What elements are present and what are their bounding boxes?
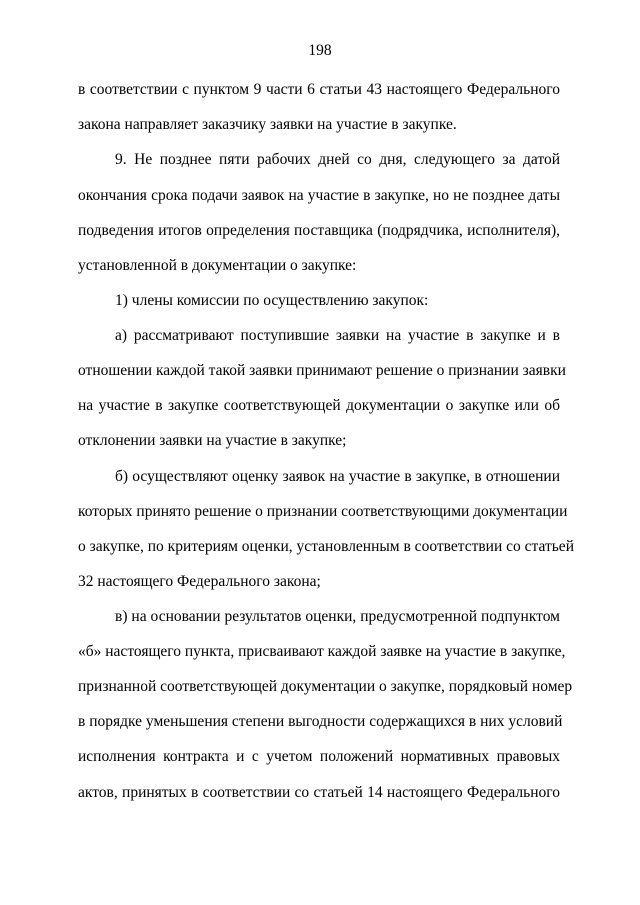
text-line: исполнения контракта и с учетом положений нормативных правовых [78, 748, 560, 765]
text-line: которых принято решение о признании соответствующими документации [78, 503, 568, 520]
text-line: отклонении заявки на участие в закупке; [78, 432, 347, 449]
text-line: закона направляет заказчику заявки на участие в закупке. [78, 116, 457, 133]
paragraph-start-line: в) на основании результатов оценки, предусмотренной подпунктом [115, 608, 560, 625]
paragraph-start-line: 9. Не позднее пяти рабочих дней со дня, следующего за датой [115, 151, 560, 168]
text-line: в порядке уменьшения степени выгодности содержащихся в них условий [78, 713, 563, 730]
text-line: 32 настоящего Федерального закона; [78, 573, 321, 590]
text-line: признанной соответствующей документации о закупке, порядковый номер [78, 678, 573, 695]
paragraph-start-line: а) рассматривают поступившие заявки на участие в закупке и в [115, 327, 560, 344]
paragraph-start-line: 1) члены комиссии по осуществлению закупок: [115, 292, 429, 309]
text-line: окончания срока подачи заявок на участие в закупке, но не позднее даты [78, 187, 560, 204]
text-line: актов, принятых в соответствии со статьей 14 настоящего Федерального [78, 784, 560, 801]
text-line: «б» настоящего пункта, присваивают каждой заявке на участие в закупке, [78, 643, 566, 660]
page-number: 198 [308, 42, 332, 59]
text-line: отношении каждой такой заявки принимают решение о признании заявки [78, 362, 566, 379]
text-line: на участие в закупке соответствующей документации о закупке или об [78, 397, 560, 414]
text-line: подведения итогов определения поставщика (подрядчика, исполнителя), [78, 222, 560, 239]
text-line: о закупке, по критериям оценки, установленным в соответствии со статьей [78, 538, 574, 555]
text-line: в соответствии с пунктом 9 части 6 статьи 43 настоящего Федерального [78, 81, 560, 98]
text-line: установленной в документации о закупке: [78, 257, 357, 274]
paragraph-start-line: б) осуществляют оценку заявок на участие в закупке, в отношении [115, 468, 560, 485]
